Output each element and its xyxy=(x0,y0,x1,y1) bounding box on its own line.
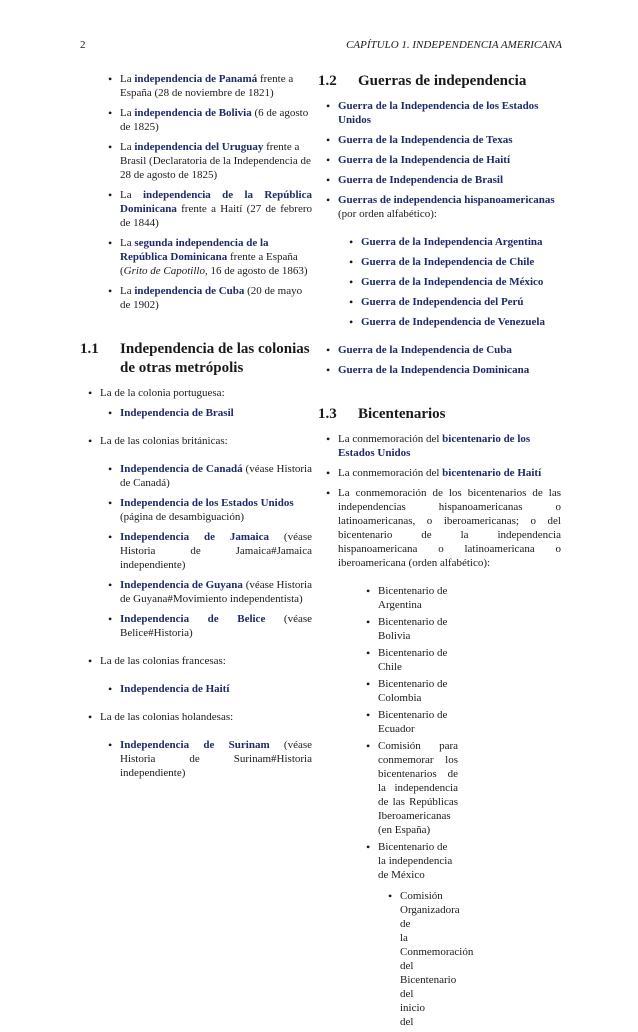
link[interactable]: Guerra de la Independencia de los Estados Unidos xyxy=(338,100,539,126)
list-item xyxy=(338,99,561,127)
link[interactable]: Guerra de la Independencia de Texas xyxy=(338,134,513,146)
link[interactable]: Independencia de Guyana xyxy=(120,579,243,591)
link[interactable]: Independencia de Surinam xyxy=(120,739,270,751)
link[interactable]: Independencia de Canadá xyxy=(120,463,243,475)
link[interactable]: Guerra de la Independencia Dominicana xyxy=(338,364,530,376)
list-item: • Bicentenario de Argentina xyxy=(378,584,458,612)
group-label: • La de las colonias holandesas: xyxy=(100,710,312,724)
group-label: • La de la colonia portuguesa: xyxy=(100,386,312,400)
list-item xyxy=(361,275,561,289)
list-item xyxy=(338,363,561,377)
link[interactable]: Independencia de Jamaica xyxy=(120,531,269,543)
link[interactable]: Guerra de la Independencia de Cuba xyxy=(338,344,512,356)
list-item: • Bicentenario de la independencia de México xyxy=(378,840,458,882)
link[interactable]: Guerra de la Independencia de Haití xyxy=(338,154,511,166)
link[interactable]: Guerra de la Independencia Argentina xyxy=(361,236,543,248)
list-item: • Independencia de los Estados Unidos (página de desambiguación) xyxy=(120,496,312,524)
running-header: CAPÍTULO 1. INDEPENDENCIA AMERICANA xyxy=(346,39,562,51)
list-item: • Bicentenario de Bolivia xyxy=(378,615,458,643)
list-item xyxy=(361,255,561,269)
link[interactable]: Independencia de Haití xyxy=(120,683,230,695)
hispano-wars-list xyxy=(318,235,561,329)
list-item: • Independencia de Canadá (véase Historia de Canadá) xyxy=(120,462,312,490)
link[interactable]: independencia del Uruguay xyxy=(134,141,264,153)
list-item xyxy=(338,153,561,167)
mexico-sublist xyxy=(318,889,474,1029)
list-item: • Independencia de Belice (véase Belice#Historia) xyxy=(120,612,312,640)
list-item: • La conmemoración del bicentenario de Haití xyxy=(338,466,561,480)
list-item xyxy=(120,406,312,420)
wars-list xyxy=(318,99,561,221)
list-item xyxy=(361,315,561,329)
group-label: • La de las colonias británicas: xyxy=(100,434,312,448)
left-column xyxy=(80,72,312,786)
group-label: • La de las colonias francesas: xyxy=(100,654,312,668)
link[interactable]: Guerra de Independencia del Perú xyxy=(361,296,524,308)
list-item: • Bicentenario de Ecuador xyxy=(378,708,458,736)
intro-list xyxy=(80,72,312,312)
bicentenarios-list xyxy=(318,432,561,570)
list-item: • La conmemoración del bicentenario de los Estados Unidos xyxy=(338,432,561,460)
list-item: • Bicentenario de Chile xyxy=(378,646,458,674)
list-item xyxy=(361,295,561,309)
group-list xyxy=(80,386,312,400)
link[interactable]: Guerra de la Independencia de México xyxy=(361,276,544,288)
link[interactable]: segunda independencia de la República Dominicana xyxy=(120,237,269,263)
link[interactable]: Independencia de Belice xyxy=(120,613,266,625)
list-item: • Bicentenario de Colombia xyxy=(378,677,458,705)
link[interactable]: Independencia de los Estados Unidos xyxy=(120,497,294,509)
link[interactable]: independencia de la República Dominicana xyxy=(120,189,312,215)
list-item xyxy=(120,682,312,696)
link[interactable]: Guerra de Independencia de Venezuela xyxy=(361,316,545,328)
list-item: • Independencia de Jamaica (véase Historia de Jamaica#Jamaica independiente) xyxy=(120,530,312,572)
list-item: • Independencia de Surinam (véase Historia de Surinam#Historia independiente) xyxy=(120,738,312,780)
list-item: • La segunda independencia de la República Dominicana frente a España (Grito de Capotillo, 16 de agosto de 1863) xyxy=(120,236,312,278)
list-item: • Guerras de independencia hispanoamericanas (por orden alfabético): xyxy=(338,193,561,221)
link[interactable]: Independencia de Brasil xyxy=(120,407,234,419)
link[interactable]: Guerras de independencia hispanoamericanas xyxy=(338,194,555,206)
list-item xyxy=(338,343,561,357)
list-item xyxy=(338,133,561,147)
list-item: • La conmemoración de los bicentenarios de las independencias hispanoamericanas o latinoamericanas, o iberoamericanas; o del bicentenario de la independencia hispanoamericana o latinoamericana o iberoamericana (orden alfabético): xyxy=(338,486,561,570)
link[interactable]: independencia de Cuba xyxy=(134,285,245,297)
link[interactable]: Guerra de la Independencia de Chile xyxy=(361,256,535,268)
link[interactable]: independencia de Panamá xyxy=(134,73,258,85)
right-column xyxy=(318,72,561,1032)
section-heading: 1.2 Guerras de independencia xyxy=(318,73,527,89)
section-heading: 1.3 Bicentenarios xyxy=(318,406,446,422)
list-item xyxy=(338,173,561,187)
link[interactable]: bicentenario de los Estados Unidos xyxy=(338,433,531,459)
list-item: • La independencia de la República Dominicana frente a Haití (27 de febrero de 1844) xyxy=(120,188,312,230)
list-item: • La independencia del Uruguay frente a Brasil (Declaratoria de la Independencia de 28 de agosto de 1825) xyxy=(120,140,312,182)
link[interactable]: bicentenario de Haití xyxy=(442,467,542,479)
page-number: 2 xyxy=(80,39,86,51)
list-item: • La independencia de Cuba (20 de mayo de 1902) xyxy=(120,284,312,312)
list-item: • Comisión Organizadora de la Conmemoración del Bicentenario del inicio del xyxy=(400,889,418,1029)
section-heading: 1.1 Independencia de las colonias de otras metrópolis xyxy=(80,341,310,376)
link[interactable]: independencia de Bolivia xyxy=(134,107,252,119)
list-item: • Independencia de Guyana (véase Historia de Guyana#Movimiento independentista) xyxy=(120,578,312,606)
list-item: • La independencia de Panamá frente a España (28 de noviembre de 1821) xyxy=(120,72,312,100)
link[interactable]: Guerra de Independencia de Brasil xyxy=(338,174,504,186)
list-item xyxy=(361,235,561,249)
bicentenario-countries-list xyxy=(318,584,458,882)
list-item: • Comisión para conmemorar los bicentenarios de la independencia de las Repúblicas Iberoamericanas (en España) xyxy=(378,739,458,837)
list-item: • La independencia de Bolivia (6 de agosto de 1825) xyxy=(120,106,312,134)
